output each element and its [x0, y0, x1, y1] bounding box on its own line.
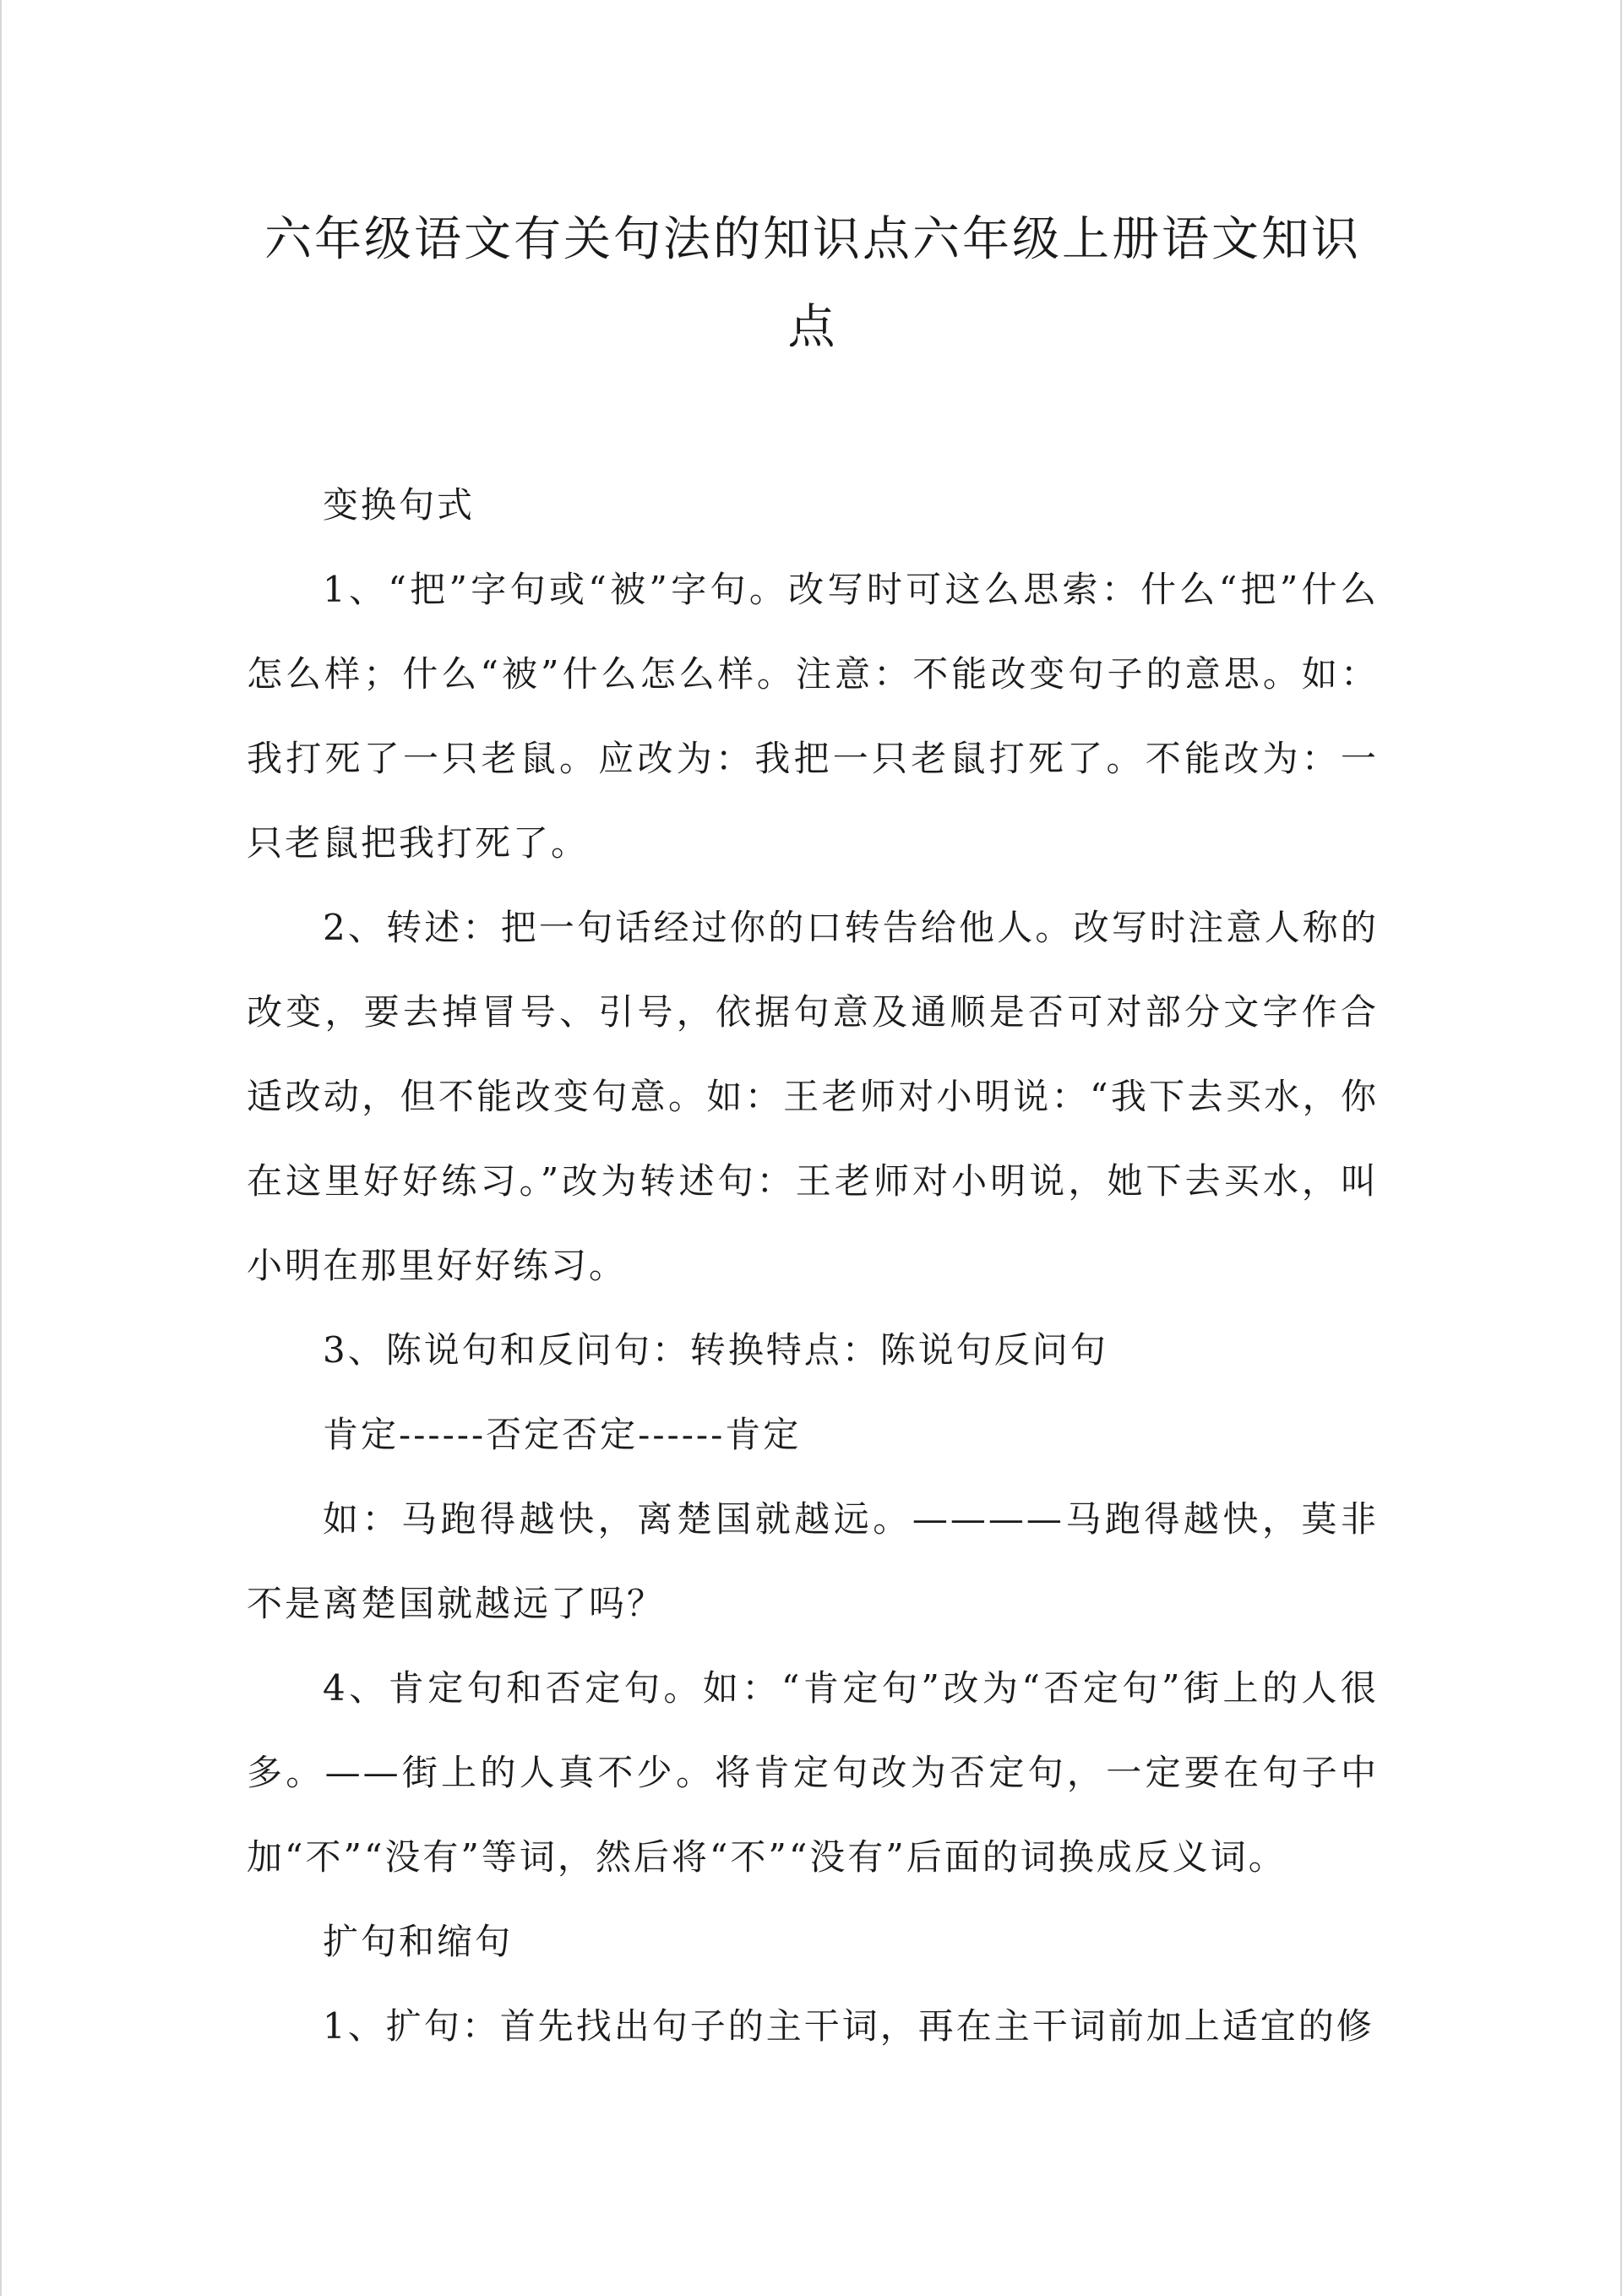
document-body [247, 463, 1379, 2069]
paragraph-affirm-negate-rule: 肯定------否定否定------肯定 [323, 1414, 802, 1455]
paragraph-ba-bei-sentences: 1、“把”字句或“被”字句。改写时可这么思索：什么“把”什么怎么样；什么“被”什么怎么样。注意：不能改变句子的意思。如：我打死了一只老鼠。应改为：我把一只老鼠打死了。不能改为：一只老鼠把我打死了。 [247, 569, 1379, 864]
paragraph-reported-speech: 2、转述：把一句话经过你的口转告给他人。改写时注意人称的改变，要去掉冒号、引号，依据句意及通顺是否可对部分文字作合适改动，但不能改变句意。如：王老师对小明说：“我下去买水，你在这里好好练习。”改为转述句：王老师对小明说，她下去买水，叫小明在那里好好练习。 [247, 907, 1379, 1286]
paragraph-example-horse: 如：马跑得越快，离楚国就越远。————马跑得越快，莫非不是离楚国就越远了吗？ [247, 1498, 1379, 1624]
paragraph-declarative-rhetorical: 3、陈说句和反问句：转换特点：陈说句反问句 [323, 1329, 1108, 1371]
section-heading-expand-shorten: 扩句和缩句 [323, 1921, 514, 1962]
paragraph-affirmative-negative: 4、肯定句和否定句。如：“肯定句”改为“否定句”街上的人很多。——街上的人真不少。将肯定句改为否定句，一定要在句子中加“不”“没有”等词，然后将“不”“没有”后面的词换成反义词。 [247, 1667, 1379, 1878]
section-heading-transform-sentences: 变换句式 [323, 484, 476, 526]
document-title: 六年级语文有关句法的知识点六年级上册语文知识点 [264, 212, 1361, 355]
paragraph-expand-sentence: 1、扩句：首先找出句子的主干词，再在主干词前加上适宜的修 [323, 2005, 1374, 2047]
